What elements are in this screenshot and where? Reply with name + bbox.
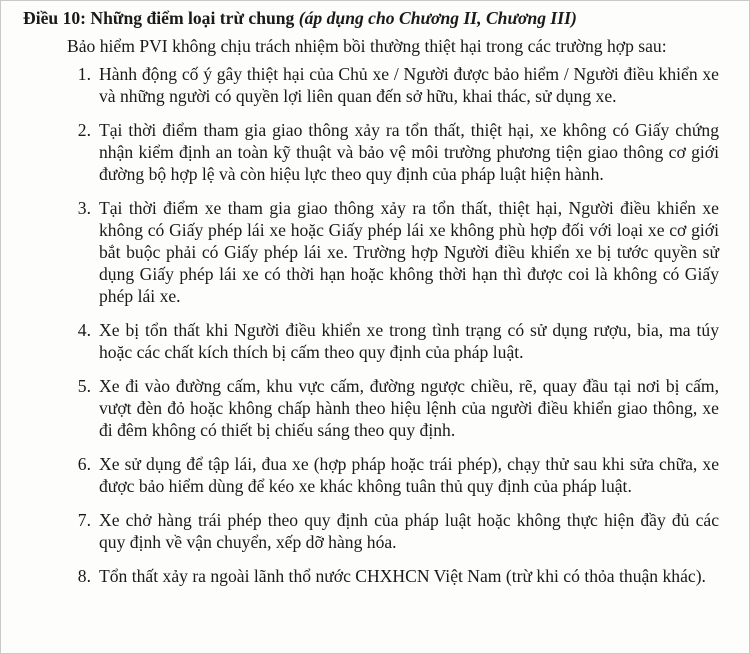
- list-item-number: 2.: [77, 120, 91, 140]
- list-item: [23, 119, 719, 185]
- list-item-text: Tại thời điểm xe tham gia giao thông xảy ra tổn thất, thiệt hại, Người điều khiển xe không có Giấy phép lái xe hoặc Giấy phép lái xe không phù hợp đối với loại xe cơ giới bắt buộc phải có Giấy phép lái xe. Trường hợp Người điều khiển xe bị tước quyền sử dụng Giấy phép lái xe có thời hạn hoặc không thời hạn thì được coi là không có Giấy phép lái xe.: [99, 198, 719, 306]
- list-item: [23, 375, 719, 441]
- article-intro: Bảo hiểm PVI không chịu trách nhiệm bồi thường thiệt hại trong các trường hợp sau:: [67, 36, 667, 56]
- article-heading-scope: (áp dụng cho Chương II, Chương III): [298, 8, 577, 28]
- list-item-text: Xe chở hàng trái phép theo quy định của pháp luật hoặc không thực hiện đầy đủ các quy định về vận chuyển, xếp dỡ hàng hóa.: [99, 510, 719, 552]
- list-item-number: 4.: [77, 320, 91, 340]
- list-item: [23, 453, 719, 497]
- exclusion-list: [23, 63, 719, 587]
- list-item-number: 8.: [77, 566, 91, 586]
- list-item: [23, 509, 719, 553]
- article-heading: [23, 7, 719, 29]
- list-item-number: 1.: [77, 64, 91, 84]
- list-item-text: Tại thời điểm tham gia giao thông xảy ra tổn thất, thiệt hại, xe không có Giấy chứng nhận kiểm định an toàn kỹ thuật và bảo vệ môi trường phương tiện giao thông cơ giới đường bộ hợp lệ và còn hiệu lực theo quy định của pháp luật hiện hành.: [99, 120, 719, 184]
- list-item-text: Xe đi vào đường cấm, khu vực cấm, đường ngược chiều, rẽ, quay đầu tại nơi bị cấm, vượt đèn đỏ hoặc không chấp hành theo hiệu lệnh của người điều khiển giao thông, xe đi đêm không có thiết bị chiếu sáng theo quy định.: [99, 376, 719, 440]
- list-item-number: 5.: [77, 376, 91, 396]
- list-item-text: Tổn thất xảy ra ngoài lãnh thổ nước CHXHCN Việt Nam (trừ khi có thỏa thuận khác).: [99, 566, 706, 586]
- list-item-text: Hành động cố ý gây thiệt hại của Chủ xe / Người được bảo hiểm / Người điều khiển xe và những người có quyền lợi liên quan đến sở hữu, khai thác, sử dụng xe.: [99, 64, 719, 106]
- list-item: [23, 319, 719, 363]
- list-item-number: 3.: [77, 198, 91, 218]
- list-item-text: Xe sử dụng để tập lái, đua xe (hợp pháp hoặc trái phép), chạy thử sau khi sửa chữa, xe được bảo hiểm dùng để kéo xe khác không tuân thủ quy định của pháp luật.: [99, 454, 719, 496]
- list-item: [23, 565, 719, 587]
- list-item-text: Xe bị tổn thất khi Người điều khiển xe trong tình trạng có sử dụng rượu, bia, ma túy hoặc các chất kích thích bị cấm theo quy định của pháp luật.: [99, 320, 719, 362]
- list-item-number: 6.: [77, 454, 91, 474]
- list-item: [23, 63, 719, 107]
- list-item: [23, 197, 719, 307]
- article-heading-main: Điều 10: Những điểm loại trừ chung: [23, 8, 299, 28]
- list-item-number: 7.: [77, 510, 91, 530]
